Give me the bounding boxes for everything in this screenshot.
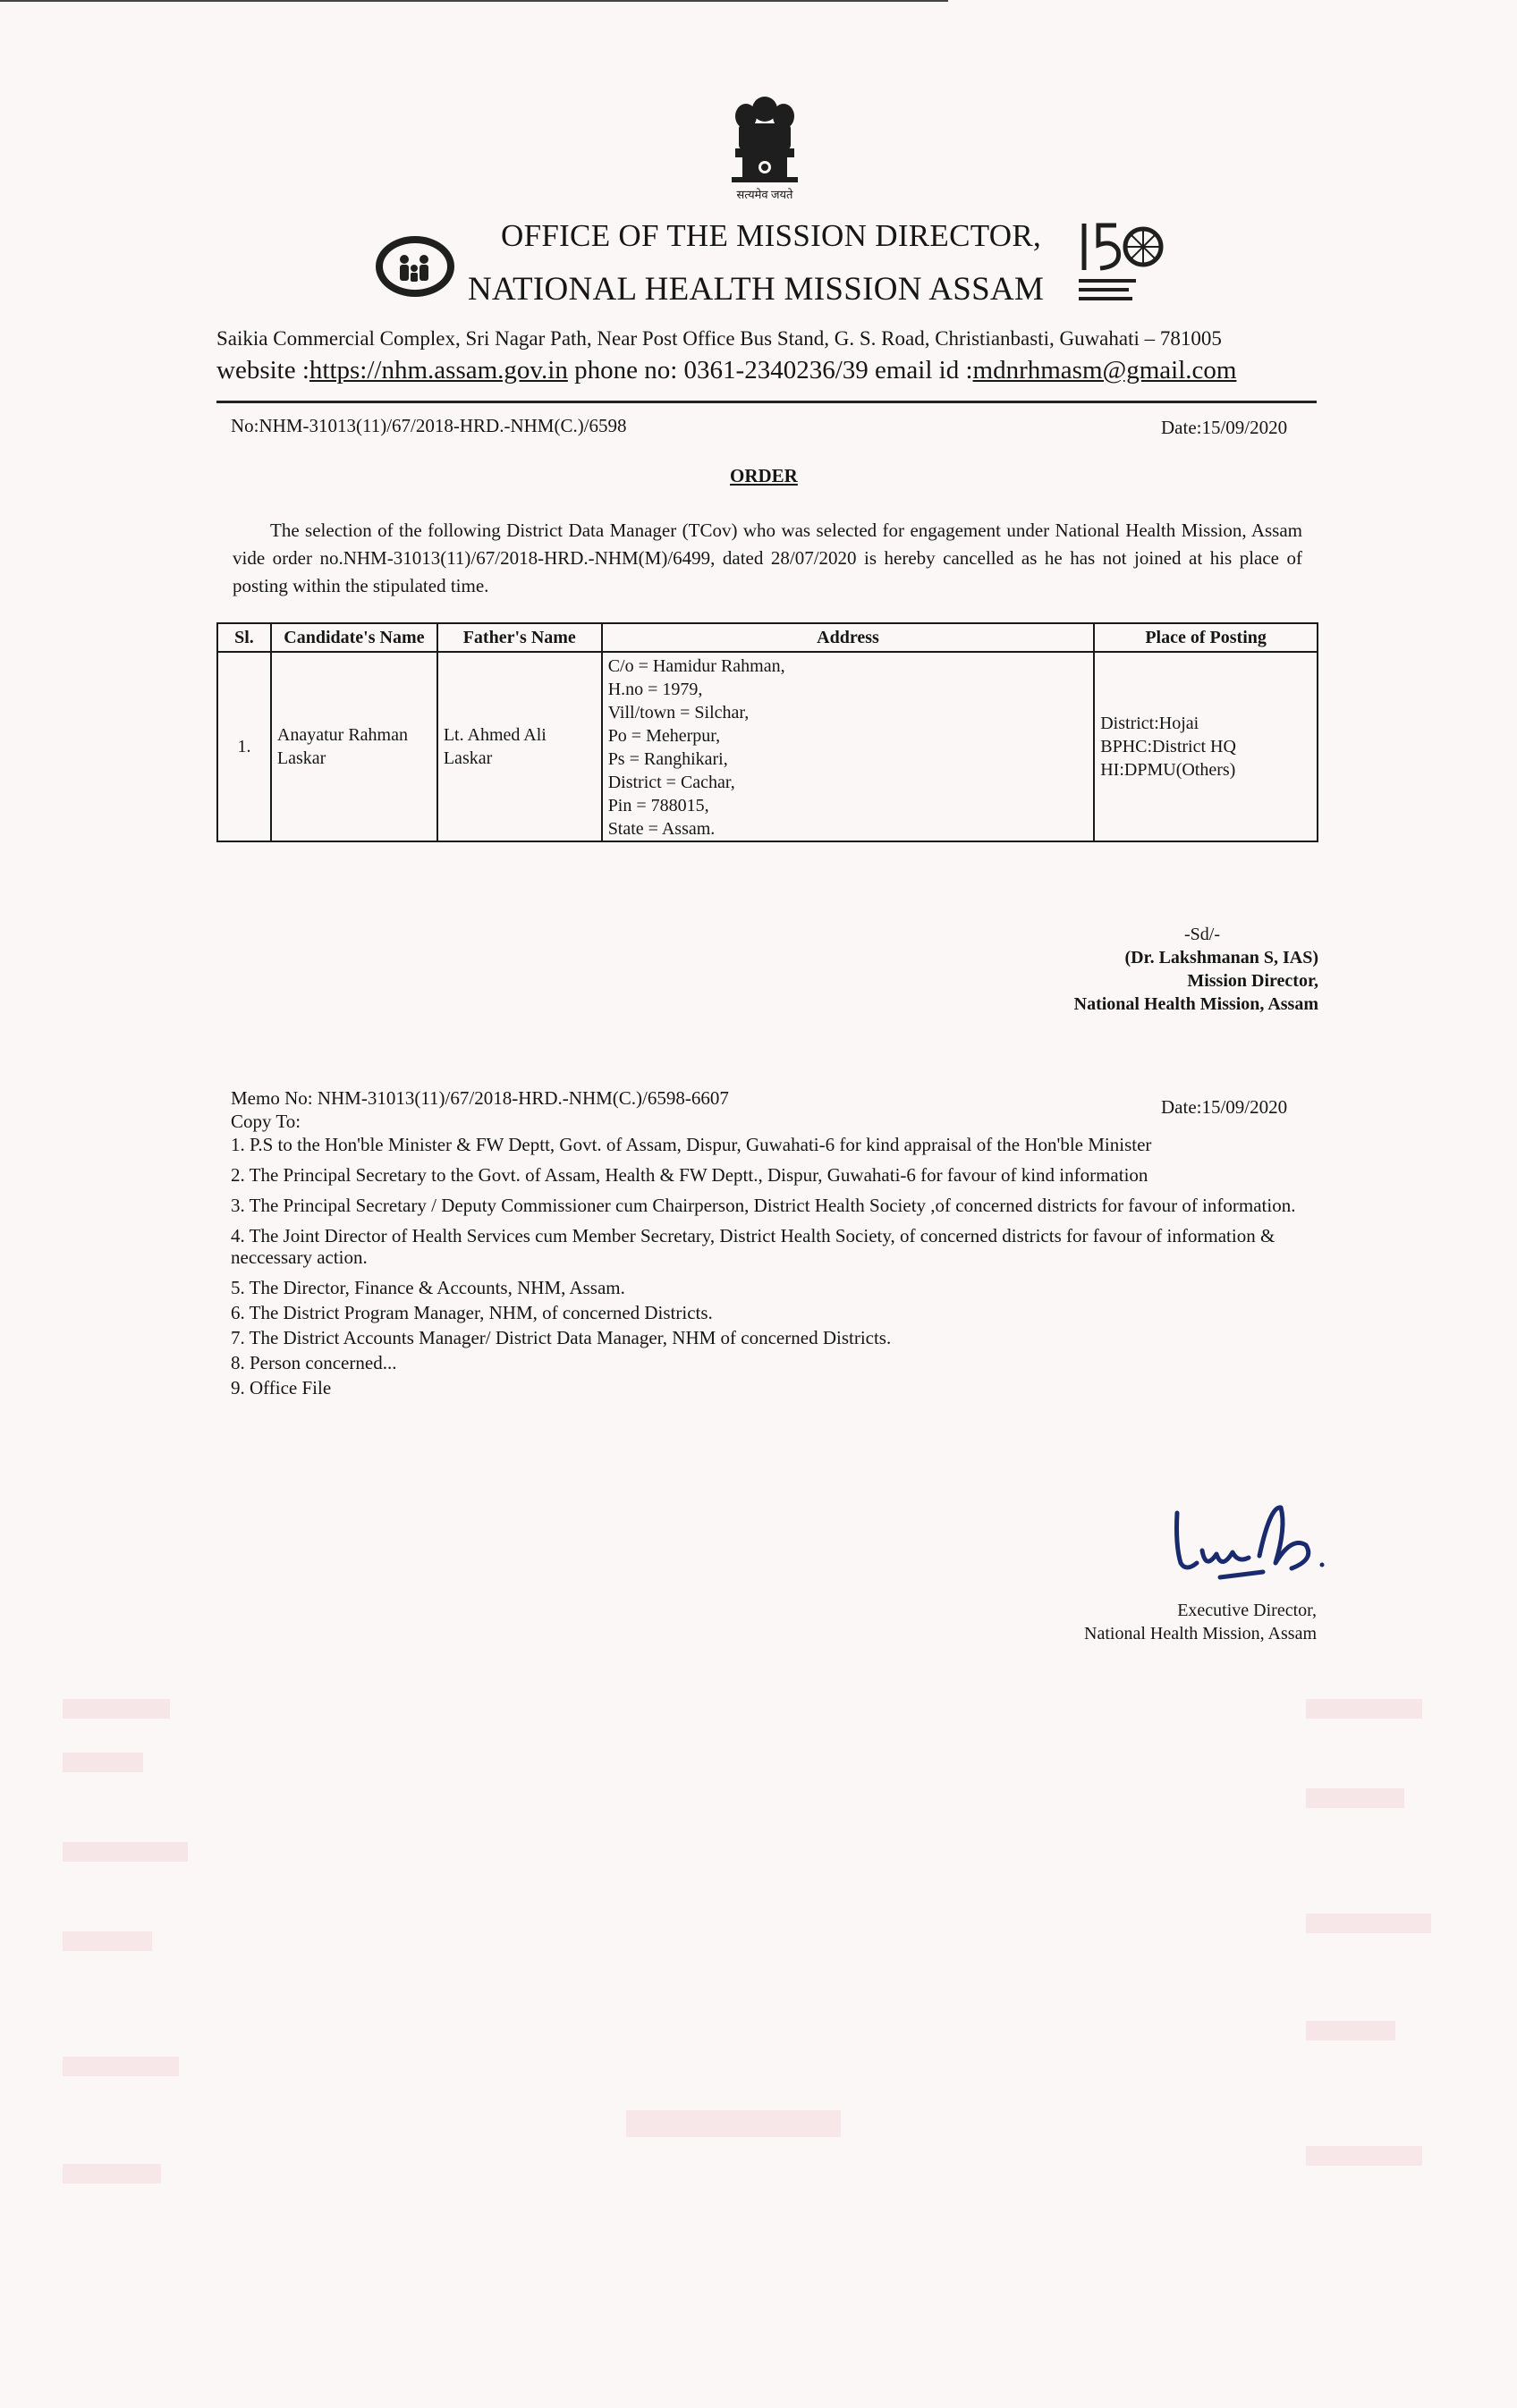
address-line: District = Cachar, [607, 773, 735, 792]
address-line: Ps = Ranghikari, [607, 749, 728, 769]
list-item: 5. The Director, Finance & Accounts, NHM, Assam. [231, 1277, 625, 1298]
email-label: email id : [875, 356, 973, 384]
address-line: Vill/town = Silchar, [607, 703, 750, 722]
column-header: Address [602, 623, 1095, 652]
column-header: Place of Posting [1094, 623, 1318, 652]
list-item: 4. The Joint Director of Health Services cum Member Secretary, District Health Society, of concerned districts for favour of information & neccessary action. [231, 1225, 1275, 1268]
executive-designation: Executive Director, [1177, 1601, 1317, 1620]
copy-to-label: Copy To: [231, 1111, 301, 1132]
list-item: 7. The District Accounts Manager/ District Data Manager, NHM of concerned Districts. [231, 1327, 892, 1348]
list-item: 1. P.S to the Hon'ble Minister & FW Deptt, Govt. of Assam, Dispur, Guwahati-6 for kind appraisal of the Hon'ble Minister [231, 1134, 1152, 1155]
posting-cell [1094, 652, 1318, 841]
list-item: 9. Office File [231, 1377, 332, 1398]
mission-title: NATIONAL HEALTH MISSION ASSAM [468, 271, 1045, 308]
sd-mark: -Sd/- [1184, 925, 1220, 944]
list-item: 6. The District Program Manager, NHM, of concerned Districts. [231, 1302, 713, 1323]
posting-line: BPHC:District HQ [1100, 737, 1236, 756]
order-body: The selection of the following District Data Manager (TCov) who was selected for engagement under National Health Mission, Assam vide order no.NHM-31013(11)/67/2018-HRD.-NHM(M)/6499, dated 28/07/2020 is hereby cancelled as he has not joined at his place of posting within the stipulated time. [233, 520, 1302, 596]
candidate-name-cell: Anayatur Rahman Laskar [271, 652, 437, 841]
header-rule [216, 401, 1317, 403]
nhm-logo-icon [369, 231, 462, 302]
phone-label: phone no: [574, 356, 678, 384]
address-line: H.no = 1979, [607, 680, 703, 699]
contact-line [216, 356, 1236, 385]
signatory-name: (Dr. Lakshmanan S, IAS) [1124, 948, 1318, 967]
signatory-designation: Mission Director, [1187, 971, 1318, 991]
candidate-table [216, 622, 1318, 842]
executive-director-block [1002, 1599, 1317, 1645]
order-heading: ORDER [730, 465, 798, 486]
column-header: Father's Name [437, 623, 602, 652]
reference-date: Date:15/09/2020 [1161, 417, 1288, 438]
mission-director-signature-block [948, 923, 1318, 1016]
posting-line: District:Hojai [1100, 714, 1199, 733]
office-title: OFFICE OF THE MISSION DIRECTOR, [501, 218, 1042, 253]
memo-date: Date:15/09/2020 [1161, 1096, 1288, 1118]
website-label: website : [216, 356, 309, 384]
handwritten-signature [1166, 1500, 1372, 1590]
reference-number: No:NHM-31013(11)/67/2018-HRD.-NHM(C.)/6598 [231, 415, 627, 436]
copy-to-list [231, 1134, 1304, 1402]
signatory-organisation: National Health Mission, Assam [1073, 994, 1318, 1014]
father-name-cell: Lt. Ahmed Ali Laskar [437, 652, 602, 841]
email-link[interactable]: mdnrhmasm@gmail.com [972, 356, 1237, 384]
address-line: C/o = Hamidur Rahman, [607, 656, 785, 676]
list-item: 3. The Principal Secretary / Deputy Commissioner cum Chairperson, District Health Society ,of concerned districts for favour of information. [231, 1195, 1296, 1216]
executive-organisation: National Health Mission, Assam [1084, 1624, 1317, 1643]
address-line: Po = Meherpur, [607, 726, 721, 746]
list-item: 2. The Principal Secretary to the Govt. of Assam, Health & FW Deptt., Dispur, Guwahati-6 for favour of kind information [231, 1164, 1148, 1186]
column-header: Sl. [217, 623, 271, 652]
table-row [217, 652, 1318, 841]
memo-number: Memo No: NHM-31013(11)/67/2018-HRD.-NHM(C.)/6598-6607 [231, 1087, 729, 1109]
website-link[interactable]: https://nhm.assam.gov.in [309, 356, 568, 384]
posting-line: HI:DPMU(Others) [1100, 760, 1236, 780]
list-item: 8. Person concerned... [231, 1352, 397, 1373]
address-cell [602, 652, 1095, 841]
address-line: State = Assam. [607, 819, 716, 839]
office-address: Saikia Commercial Complex, Sri Nagar Path, Near Post Office Bus Stand, G. S. Road, Christianbasti, Guwahati – 781005 [216, 327, 1222, 350]
top-edge-rule [0, 0, 948, 2]
emblem-motto: सत्यमेव जयते [736, 188, 793, 201]
address-line: Pin = 788015, [607, 796, 709, 815]
gandhi-150-logo-icon [1072, 215, 1170, 311]
serial-cell: 1. [217, 652, 271, 841]
column-header: Candidate's Name [271, 623, 437, 652]
table-header-row [217, 623, 1318, 652]
phone-number: 0361-2340236/39 [683, 356, 869, 384]
